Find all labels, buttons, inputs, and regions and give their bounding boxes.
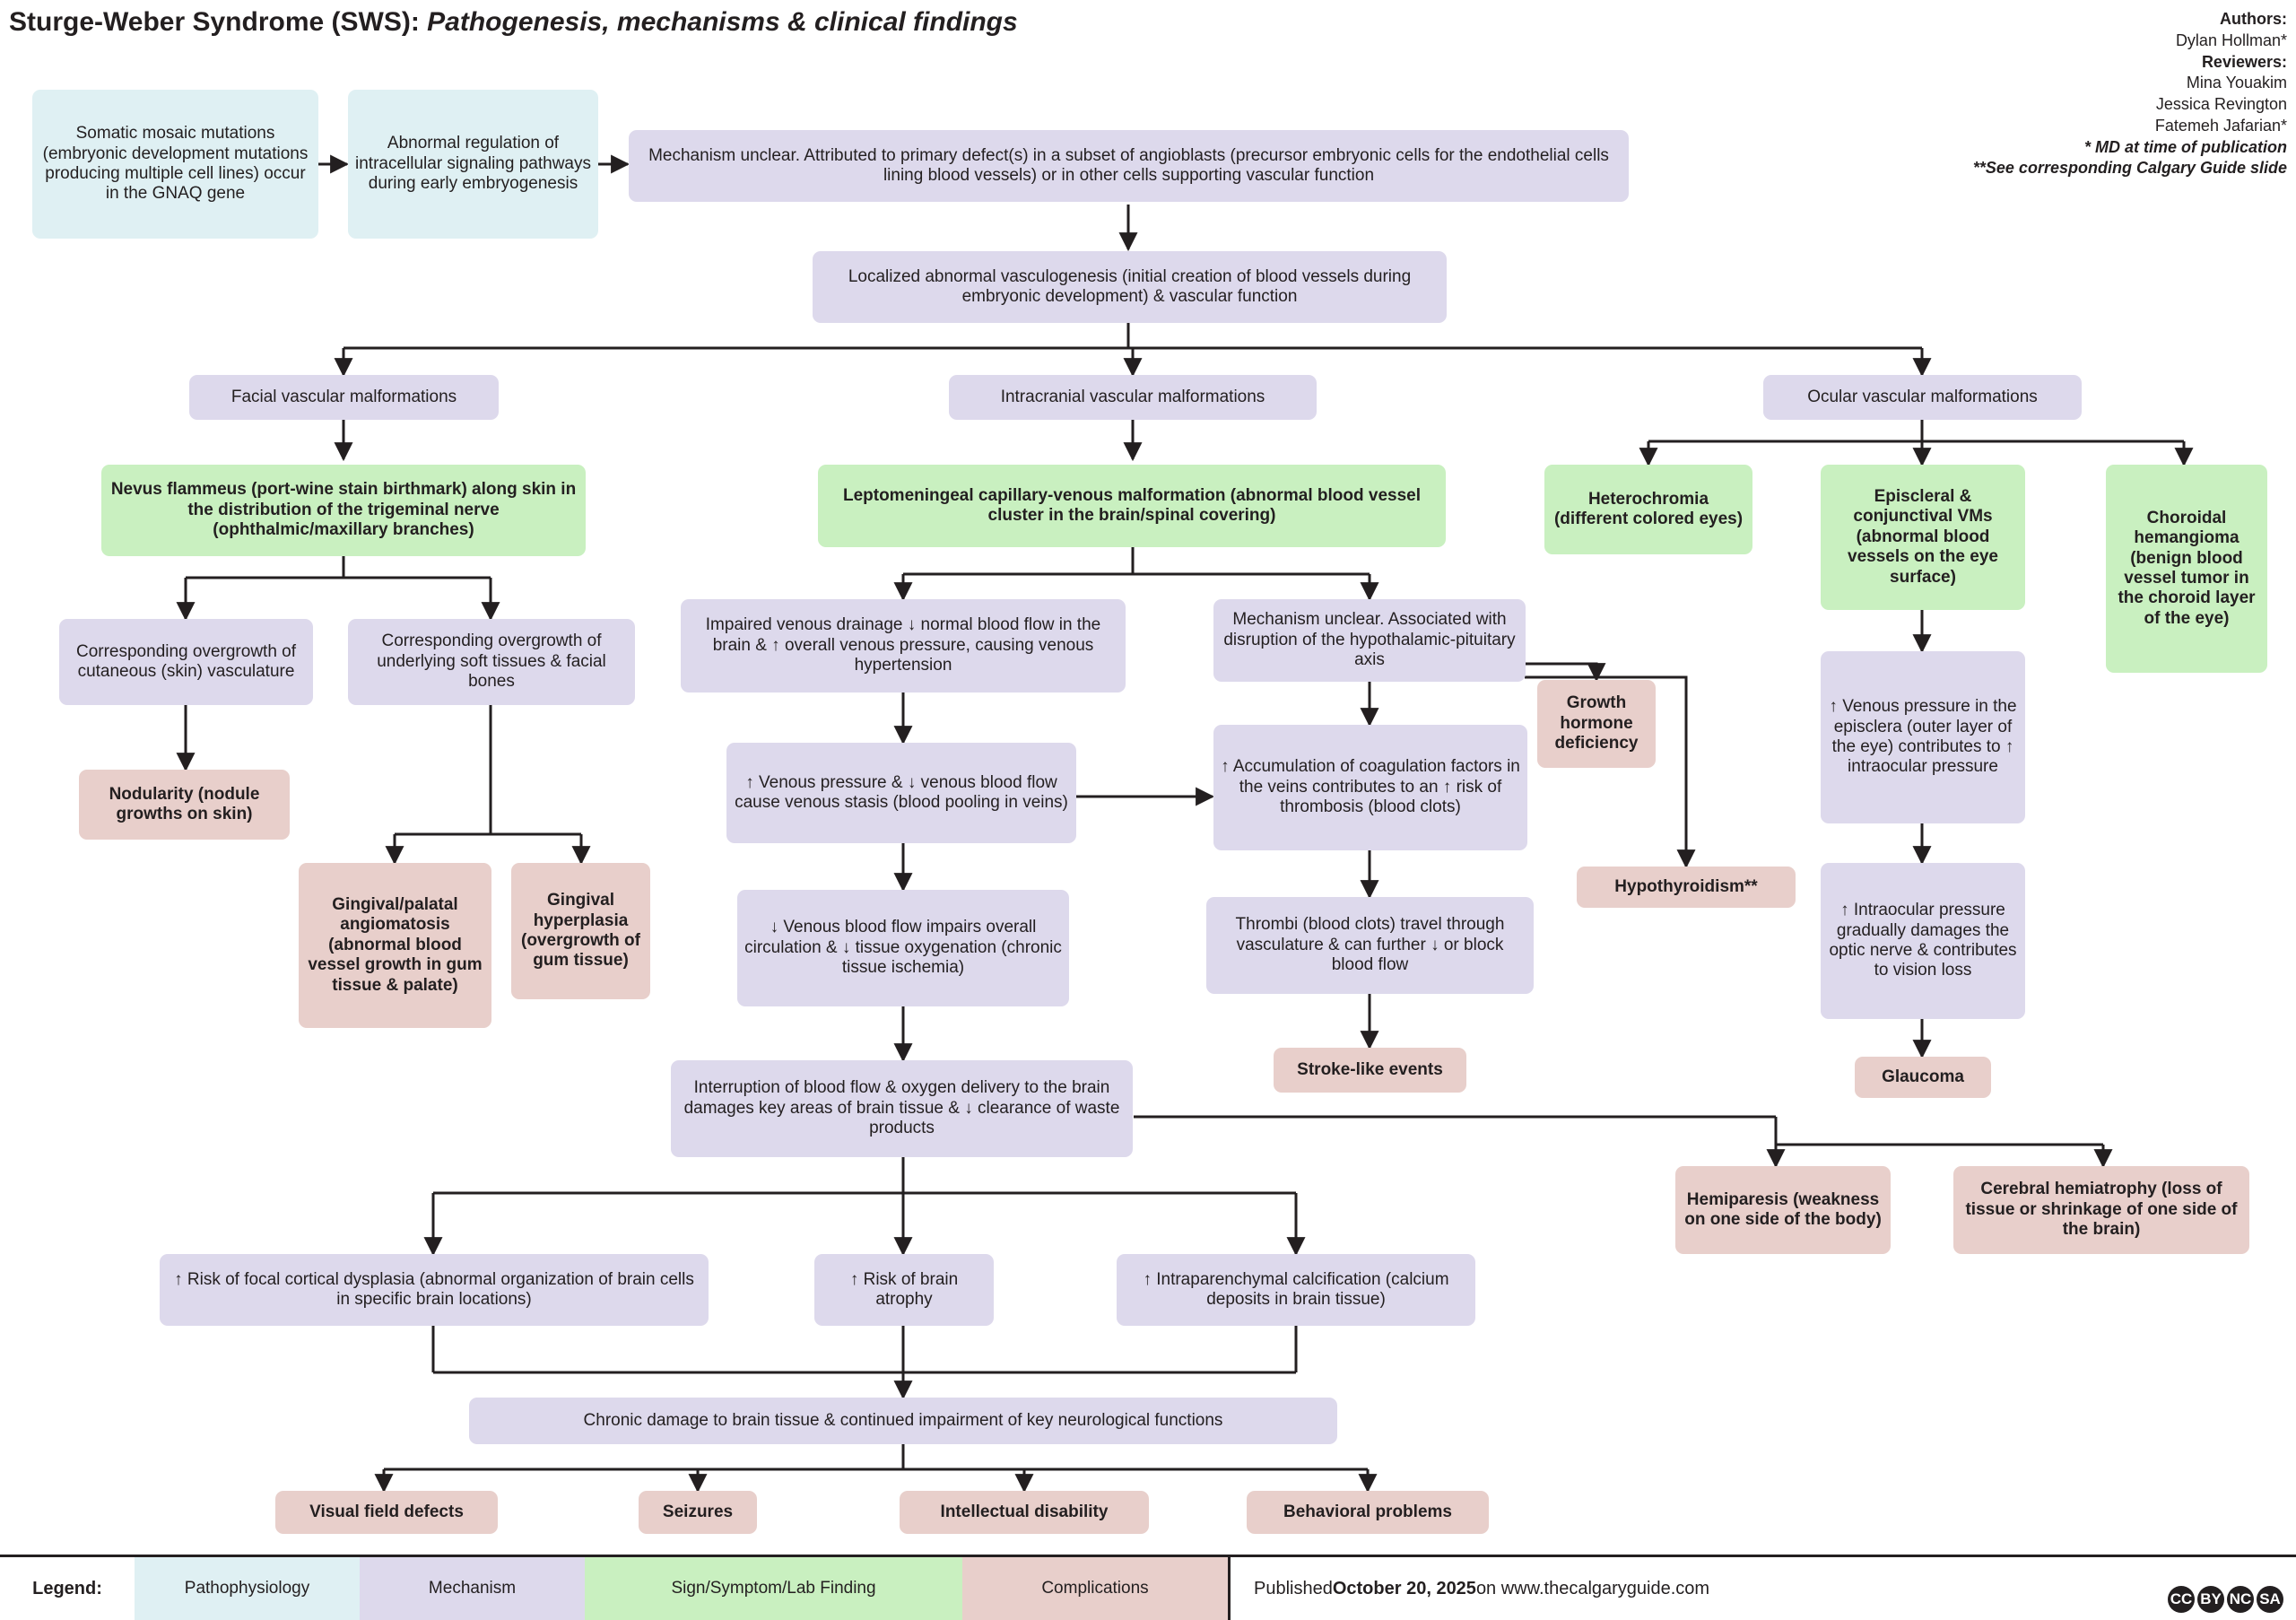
cc-icon: CC (2168, 1586, 2195, 1613)
authors-block (1973, 9, 2287, 179)
node-nevus-flammeus: Nevus flammeus (port-wine stain birthmark) along skin in the distribution of the trigeminal nerve (ophthalmic/maxillary branches) (101, 465, 586, 556)
node-hemiparesis: Hemiparesis (weakness on one side of the body) (1675, 1166, 1891, 1254)
node-gnaq-mutation: Somatic mosaic mutations (embryonic development mutations producing multiple cell lines) occur in the GNAQ gene (32, 90, 318, 239)
reviewer-3: Fatemeh Jafarian* (2154, 116, 2287, 135)
legend-pathophysiology: Pathophysiology (135, 1557, 360, 1620)
published-date: October 20, 2025 (1332, 1578, 1476, 1598)
node-glaucoma: Glaucoma (1855, 1057, 1991, 1098)
node-growth-hormone-deficiency: Growth hormone deficiency (1537, 680, 1656, 768)
node-gingival-palatal-angiomatosis: Gingival/palatal angiomatosis (abnormal blood vessel growth in gum tissue & palate) (299, 863, 491, 1028)
node-soft-tissue-bone-overgrowth: Corresponding overgrowth of underlying soft tissues & facial bones (348, 619, 635, 705)
page-title (9, 7, 1018, 38)
cc-by-icon: BY (2197, 1586, 2224, 1613)
node-chronic-brain-damage: Chronic damage to brain tissue & continued impairment of key neurological functions (469, 1398, 1337, 1444)
node-hypothyroidism: Hypothyroidism** (1577, 867, 1796, 908)
node-focal-cortical-dysplasia-risk: ↑ Risk of focal cortical dysplasia (abnormal organization of brain cells in specific brain locations) (160, 1254, 709, 1326)
reviewers-label: Reviewers: (2201, 52, 2287, 71)
node-intellectual-disability: Intellectual disability (900, 1491, 1149, 1534)
node-brain-atrophy-risk: ↑ Risk of brain atrophy (814, 1254, 994, 1326)
legend-label: Legend: (0, 1557, 135, 1620)
node-venous-stasis: ↑ Venous pressure & ↓ venous blood flow cause venous stasis (blood pooling in veins) (726, 743, 1076, 843)
publication-info (1228, 1557, 2296, 1620)
node-episcleral-conjunctival-vms: Episcleral & conjunctival VMs (abnormal blood vessels on the eye surface) (1821, 465, 2025, 610)
node-intraparenchymal-calcification: ↑ Intraparenchymal calcification (calcium deposits in brain tissue) (1117, 1254, 1475, 1326)
node-interruption-blood-flow-brain: Interruption of blood flow & oxygen delivery to the brain damages key areas of brain tissue & ↓ clearance of waste products (671, 1060, 1133, 1157)
cc-sa-icon: SA (2257, 1586, 2283, 1613)
node-behavioral-problems: Behavioral problems (1247, 1491, 1489, 1534)
node-abnormal-vasculogenesis: Localized abnormal vasculogenesis (initial creation of blood vessels during embryonic development) & vascular function (813, 251, 1447, 323)
legend-complications: Complications (962, 1557, 1228, 1620)
published-suffix: on www.thecalgaryguide.com (1475, 1578, 1710, 1598)
node-impaired-venous-drainage: Impaired venous drainage ↓ normal blood flow in the brain & ↑ overall venous pressure, causing venous hypertension (681, 599, 1126, 692)
legend-mechanism: Mechanism (360, 1557, 585, 1620)
node-leptomeningeal-malformation: Leptomeningeal capillary-venous malformation (abnormal blood vessel cluster in the brain/spinal covering) (818, 465, 1446, 547)
footnote-md: * MD at time of publication (2083, 137, 2287, 156)
legend-sign-symptom: Sign/Symptom/Lab Finding (585, 1557, 962, 1620)
node-abnormal-signaling: Abnormal regulation of intracellular signaling pathways during early embryogenesis (348, 90, 598, 239)
node-intracranial-vascular-malformations: Intracranial vascular malformations (949, 375, 1317, 420)
node-facial-vascular-malformations: Facial vascular malformations (189, 375, 499, 420)
node-ocular-vascular-malformations: Ocular vascular malformations (1763, 375, 2082, 420)
reviewer-1: Mina Youakim (2186, 74, 2287, 92)
creative-commons-badge (2168, 1586, 2283, 1613)
node-visual-field-defects: Visual field defects (275, 1491, 498, 1534)
page-title-subtitle: Pathogenesis, mechanisms & clinical findings (427, 7, 1018, 37)
author-1: Dylan Hollman* (2175, 30, 2287, 49)
node-stroke-like-events: Stroke-like events (1274, 1048, 1466, 1093)
node-cerebral-hemiatrophy: Cerebral hemiatrophy (loss of tissue or shrinkage of one side of the brain) (1953, 1166, 2249, 1254)
authors-label: Authors: (2220, 10, 2287, 28)
node-gingival-hyperplasia: Gingival hyperplasia (overgrowth of gum tissue) (511, 863, 650, 999)
node-choroidal-hemangioma: Choroidal hemangioma (benign blood vessel tumor in the choroid layer of the eye) (2106, 465, 2267, 673)
node-mechanism-angioblasts: Mechanism unclear. Attributed to primary defect(s) in a subset of angioblasts (precursor embryonic cells for the endothelial cells lining blood vessels) or in other cells supporting vascular function (629, 130, 1629, 202)
node-impaired-circulation-ischemia: ↓ Venous blood flow impairs overall circulation & ↓ tissue oxygenation (chronic tissue ischemia) (737, 890, 1069, 1006)
node-hypothalamic-pituitary-mechanism: Mechanism unclear. Associated with disruption of the hypothalamic-pituitary axis (1213, 599, 1526, 682)
footnote-slide: **See corresponding Calgary Guide slide (1972, 159, 2287, 178)
node-coagulation-accumulation: ↑ Accumulation of coagulation factors in the veins contributes to an ↑ risk of thrombosis (blood clots) (1213, 725, 1527, 850)
page-title-main: Sturge-Weber Syndrome (SWS): (9, 7, 420, 37)
node-intraocular-pressure-optic-nerve: ↑ Intraocular pressure gradually damages the optic nerve & contributes to vision loss (1821, 863, 2025, 1019)
node-cutaneous-vasculature-overgrowth: Corresponding overgrowth of cutaneous (skin) vasculature (59, 619, 313, 705)
node-episcleral-venous-pressure: ↑ Venous pressure in the episclera (outer layer of the eye) contributes to ↑ intraocular pressure (1821, 651, 2025, 823)
node-nodularity: Nodularity (nodule growths on skin) (79, 770, 290, 840)
legend-bar (0, 1555, 2296, 1620)
node-heterochromia: Heterochromia (different colored eyes) (1544, 465, 1752, 554)
cc-nc-icon: NC (2227, 1586, 2254, 1613)
node-seizures: Seizures (639, 1491, 757, 1534)
node-thrombi-travel: Thrombi (blood clots) travel through vasculature & can further ↓ or block blood flow (1206, 897, 1534, 994)
published-prefix: Published (1254, 1578, 1333, 1598)
reviewer-2: Jessica Revington (2155, 95, 2287, 113)
